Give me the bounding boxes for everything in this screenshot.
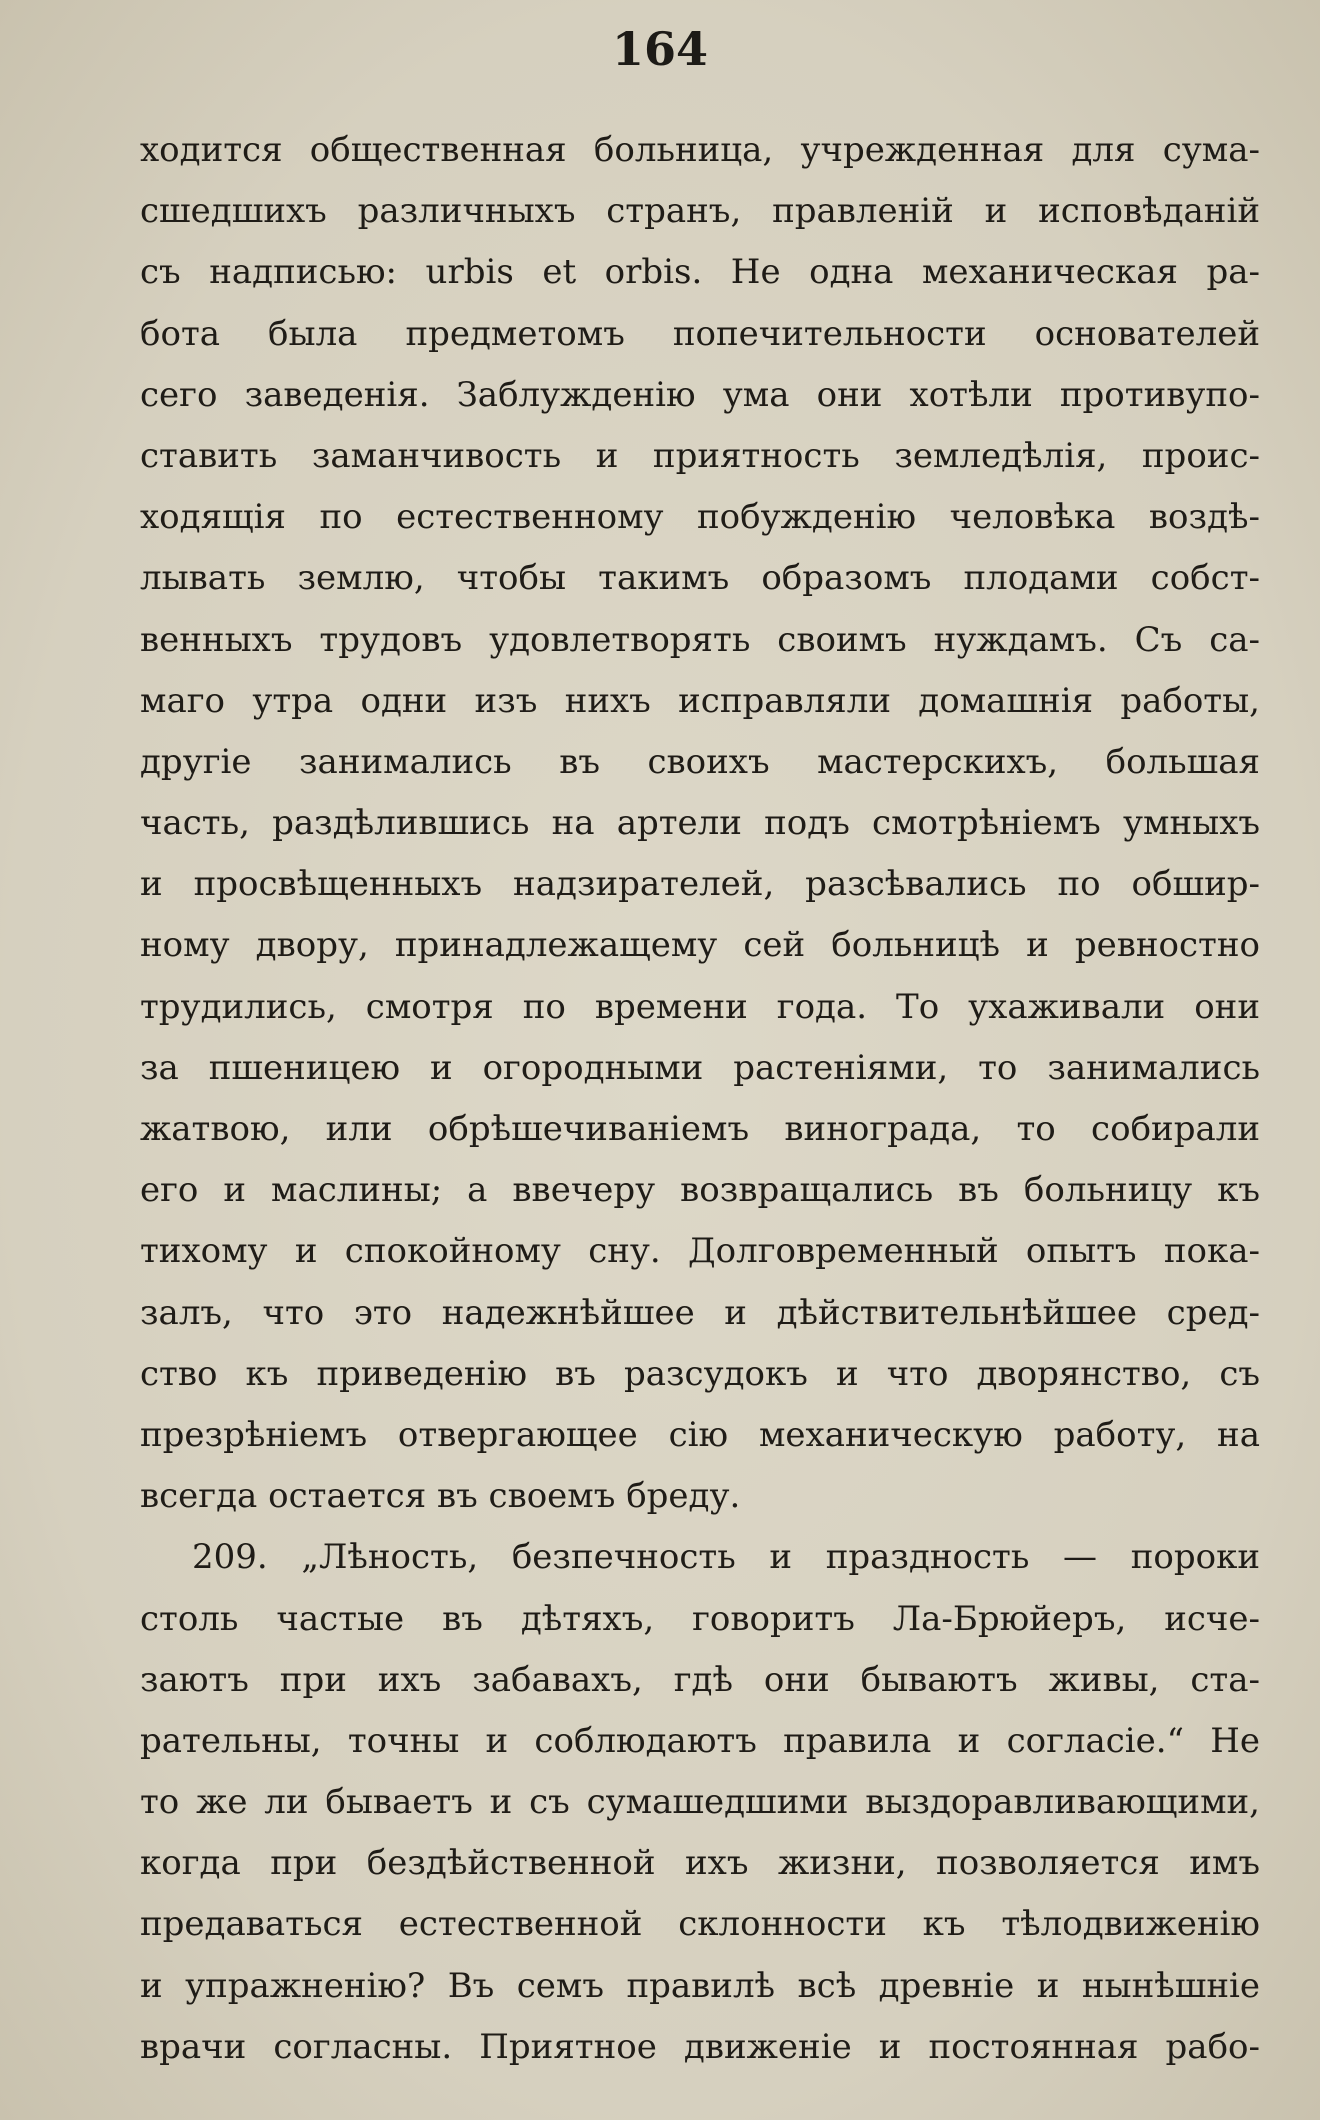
text-line: ходящія по естественному побужденію человѣка воздѣ- xyxy=(140,497,1260,538)
text-line: жатвою, или обрѣшечиваніемъ винограда, то собирали xyxy=(140,1109,1260,1149)
text-line: ному двору, принадлежащему сей больницѣ и ревностно xyxy=(140,925,1260,966)
text-line: его и маслины; а ввечеру возвращались въ больницу къ xyxy=(140,1170,1260,1211)
paragraph-start-line: 209. „Лѣность, безпечность и праздность — пороки xyxy=(192,1537,1260,1578)
text-line: ство къ приведенію въ разсудокъ и что дворянство, съ xyxy=(140,1353,1260,1394)
text-line: презрѣніемъ отвергающее сію механическую работу, на xyxy=(140,1414,1260,1455)
text-line: сего заведенія. Заблужденію ума они хотѣли противупо- xyxy=(140,374,1260,415)
text-line: врачи согласны. Приятное движеніе и постоянная рабо- xyxy=(140,2026,1260,2067)
text-line: заютъ при ихъ забавахъ, гдѣ они бываютъ живы, ста- xyxy=(140,1659,1260,1700)
page-number: 164 xyxy=(611,22,709,76)
text-line: трудились, смотря по времени года. То ухаживали они xyxy=(140,986,1260,1027)
paragraph-end-line: всегда остается въ своемъ бреду. xyxy=(140,1476,741,1517)
text-line: предаваться естественной склонности къ тѣлодвиженію xyxy=(140,1904,1260,1945)
text-line: то же ли бываетъ и съ сумашедшими выздоравливающими, xyxy=(140,1782,1260,1823)
text-line: ставить заманчивость и приятность земледѣлія, проис- xyxy=(140,435,1260,476)
text-line: рательны, точны и соблюдаютъ правила и согласіе.“ Не xyxy=(140,1720,1260,1761)
text-line: маго утра одни изъ нихъ исправляли домашнія работы, xyxy=(140,680,1260,721)
text-line: столь частые въ дѣтяхъ, говоритъ Ла-Брюйеръ, исче- xyxy=(140,1598,1260,1639)
text-line: часть, раздѣлившись на артели подъ смотрѣніемъ умныхъ xyxy=(140,803,1260,844)
text-line: и просвѣщенныхъ надзирателей, разсѣвались по обшир- xyxy=(140,864,1260,905)
text-line: залъ, что это надежнѣйшее и дѣйствительнѣйшее сред- xyxy=(140,1292,1260,1333)
text-line: венныхъ трудовъ удовлетворять своимъ нуждамъ. Съ са- xyxy=(140,619,1260,660)
text-line: лывать землю, чтобы такимъ образомъ плодами собст- xyxy=(140,558,1260,599)
text-line: за пшеницею и огородными растеніями, то занимались xyxy=(140,1047,1260,1088)
text-line: и упражненію? Въ семъ правилѣ всѣ древніе и нынѣшніе xyxy=(140,1965,1260,2006)
text-line: бота была предметомъ попечительности основателей xyxy=(140,313,1260,354)
text-line: ходится общественная больница, учрежденная для сума- xyxy=(140,130,1260,170)
text-line: когда при бездѣйственной ихъ жизни, позволяется имъ xyxy=(140,1843,1260,1884)
text-line: сшедшихъ различныхъ странъ, правленій и исповѣданій xyxy=(140,191,1260,232)
body-text xyxy=(140,120,1260,2078)
text-line: съ надписью: urbis et orbis. Не одна механическая ра- xyxy=(140,252,1260,293)
text-line: тихому и спокойному сну. Долговременный опытъ пока- xyxy=(140,1231,1260,1272)
text-line: другіе занимались въ своихъ мастерскихъ, большая xyxy=(140,741,1260,782)
